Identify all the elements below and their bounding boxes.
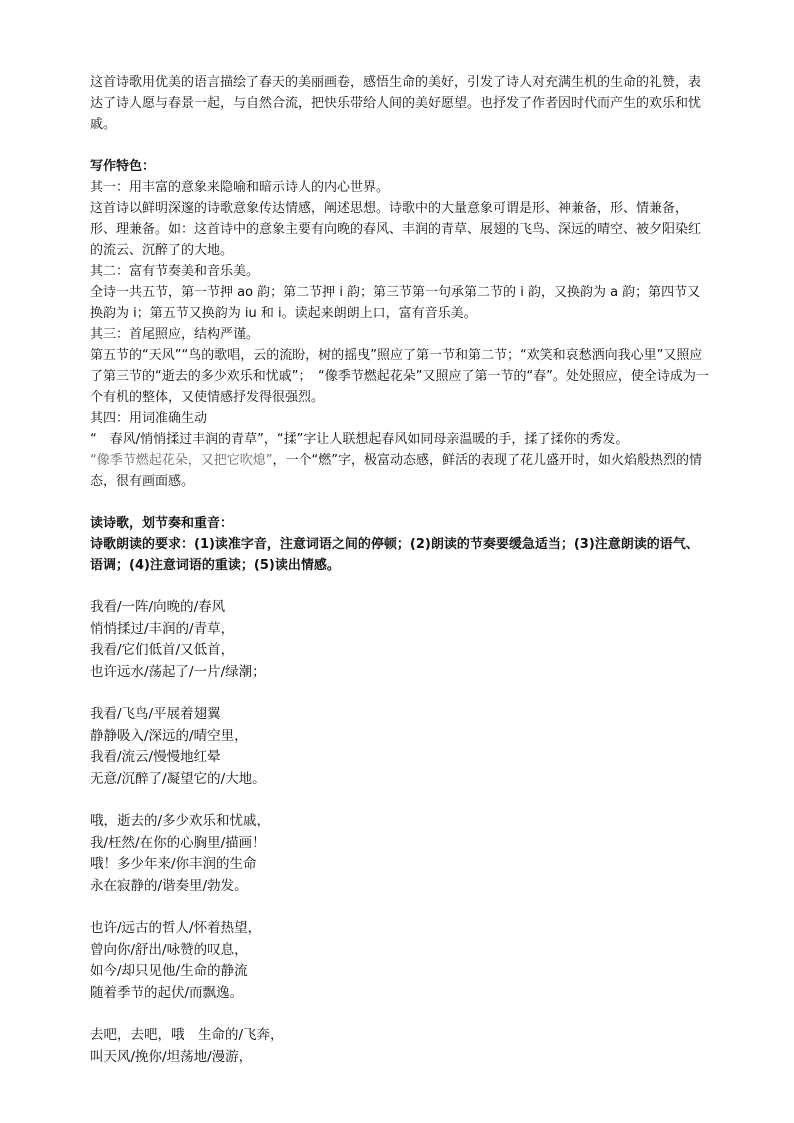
poem-stanza-4: [90, 918, 710, 1004]
spacer: [90, 576, 710, 597]
poem-line: 永在寂静的/谐奏里/勃发。: [90, 877, 248, 894]
poem-line: 我看/飞鸟/平展着翅翼: [90, 706, 221, 722]
poem-line: 也许远水/荡起了/一片/绿潮；: [90, 663, 266, 680]
feature-3-body: 第五节的“天风”“鸟的歌唱，云的流盼，树的摇曳”照应了第一节和第二节；“欢笑和哀愁洒向我心里”又照应了第三节的“逝去的多少欢乐和忧戚”； “像季节燃起花朵”又照应了第一节的“春”。处处照应，使全诗成为一个有机的整体，又使情感抒发得很强烈。: [90, 348, 709, 405]
poem-line: 我看/它们低首/又低首，: [90, 642, 235, 658]
features-heading: 写作特色：: [90, 159, 156, 174]
poem-line: 随着季节的起伏/而飘逸。: [90, 984, 244, 1001]
poem-line: 哦，逝去的/多少欢乐和忧戚，: [90, 813, 271, 829]
reading-requirements: 诗歌朗读的要求：(1)读准字音，注意词语之间的停顿；(2)朗读的节奏要缓急适当；(3)注意朗读的语气、语调；(4)注意词语的重读；(5)读出情感。: [90, 537, 699, 573]
feature-1-title: 其一：用丰富的意象来隐喻和暗示诗人的内心世界。: [90, 180, 390, 195]
poem-line: 悄悄揉过/丰润的/青草，: [90, 620, 235, 637]
poem-line: 如今/却只见他/生命的静流: [90, 963, 248, 979]
poem-stanza-5: [90, 1025, 710, 1068]
feature-4-body-2-rest: ，一个“燃”字，极富动态感，鲜活的表现了花儿盛开时，如火焰般热烈的情态，很有画面感。: [90, 453, 702, 489]
poem-line: 哦！多少年来/你丰润的生命: [90, 856, 257, 872]
feature-1-body: 这首诗以鲜明深邃的诗歌意象传达情感，阐述思想。诗歌中的大量意象可谓是形、神兼备，形、情兼备，形、理兼备。如：这首诗中的意象主要有向晚的春风、丰润的青草、展翅的飞鸟、深远的晴空、被夕阳染红的流云、沉醉了的大地。: [90, 201, 702, 258]
feature-4-body-1: “ 春风/悄悄揉过丰润的青草”，“揉”字让人联想起春风如同母亲温暖的手，揉了揉你的秀发。: [90, 432, 629, 447]
feature-4-body-2: [90, 450, 710, 492]
poem-line: 去吧，去吧，哦 生命的/飞奔，: [90, 1027, 284, 1043]
quoted-line-gray: “像季节燃起花朵，又把它吹熄”: [90, 453, 273, 468]
poem-line: 静静吸入/深远的/晴空里，: [90, 727, 248, 744]
reading-heading: 读诗歌，划节奏和重音：: [90, 516, 234, 531]
spacer: [90, 492, 710, 513]
feature-2-title: 其二：富有节奏美和音乐美。: [90, 264, 260, 279]
poem-line: 我看/一阵/向晚的/春风: [90, 599, 226, 615]
poem-stanza-2: [90, 704, 710, 790]
poem-line: 无意/沉醉了/凝望它的/大地。: [90, 770, 266, 787]
document-page: [90, 72, 710, 1089]
poem-line: 我/枉然/在你的心胸里/描画！: [90, 834, 266, 851]
feature-3-title: 其三：首尾照应，结构严谨。: [90, 327, 260, 342]
feature-4-title: 其四：用词准确生动: [90, 411, 208, 426]
feature-2-body: 全诗一共五节，第一节押 ao 韵；第二节押 i 韵；第三节第一句承第二节的 i 韵，又换韵为 a 韵；第四节又换韵为 i；第五节又换韵为 iu 和 i。读起来朗朗上口，富有音乐美。: [90, 285, 701, 321]
poem-line: 我看/流云/慢慢地红晕: [90, 749, 221, 765]
intro-paragraph: 这首诗歌用优美的语言描绘了春天的美丽画卷，感悟生命的美好，引发了诗人对充满生机的生命的礼赞，表达了诗人愿与春景一起，与自然合流，把快乐带给人间的美好愿望。也抒发了作者因时代而产生的欢乐和忧戚。: [90, 75, 702, 132]
poem-stanza-3: [90, 811, 710, 897]
poem-line: 也许/远古的哲人/怀着热望，: [90, 920, 262, 936]
poem-line: 叫天风/挽你/坦荡地/漫游，: [90, 1048, 253, 1065]
poem-stanza-1: [90, 597, 710, 683]
poem-line: 曾向你/舒出/咏赞的叹息，: [90, 941, 248, 958]
